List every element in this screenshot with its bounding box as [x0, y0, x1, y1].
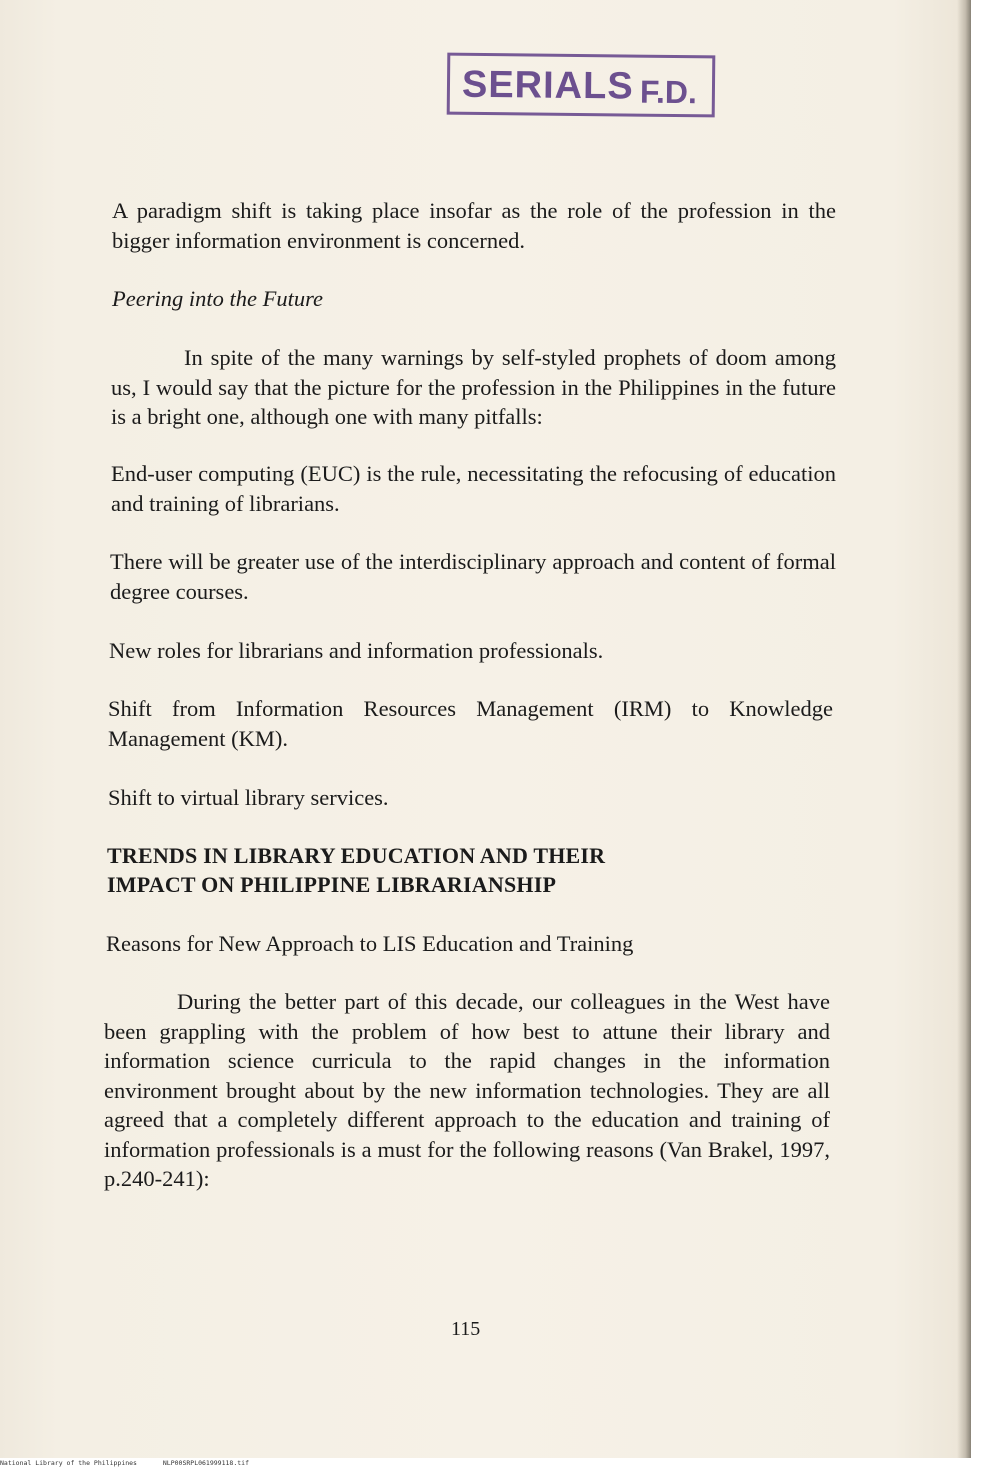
section-heading-line2: IMPACT ON PHILIPPINE LIBRARIANSHIP [107, 872, 557, 897]
section-heading [107, 841, 832, 899]
paragraph-virtual-library: Shift to virtual library services. [108, 785, 389, 810]
paragraph-paradigm-shift: A paradigm shift is taking place insofar as the role of the profession in the bigger information environment is concerned. [112, 198, 836, 253]
footer-source: National Library of the Philippines [0, 1459, 137, 1467]
paragraph-new-roles: New roles for librarians and information professionals. [109, 638, 604, 663]
stamp-left-text: SERIALS [461, 63, 634, 108]
paragraph-warnings: In spite of the many warnings by self-styled prophets of doom among us, I would say that the picture for the profession in the Philippines in the future is a bright one, although one with many pitfalls: [111, 345, 836, 429]
paragraph-interdisciplinary: There will be greater use of the interdisciplinary approach and content of formal degree courses. [110, 549, 836, 604]
subheading-reasons: Reasons for New Approach to LIS Education and Training [106, 931, 634, 956]
footer-file: NLP00SRPL061999118.tif [162, 1459, 249, 1467]
serials-stamp [447, 53, 716, 118]
paragraph-end-user-computing: End-user computing (EUC) is the rule, necessitating the refocusing of education and training of librarians. [111, 461, 836, 516]
stamp-right-text: F.D. [639, 73, 698, 111]
paragraph-colleagues-west: During the better part of this decade, our colleagues in the West have been grappling with the problem of how best to attune their library and information science curricula to the rapid changes in the information environment brought about by the new information technologies. They are all agreed that a completely different approach to the education and training of information professionals is a must for the following reasons (Van Brakel, 1997, p.240-241): [104, 989, 830, 1191]
page-number: 115 [451, 1318, 481, 1340]
subheading-peering-future: Peering into the Future [112, 286, 323, 311]
page-edge-shadow [957, 0, 971, 1458]
scan-footer [0, 1459, 983, 1468]
paragraph-irm-to-km: Shift from Information Resources Management (IRM) to Knowledge Management (KM). [108, 696, 833, 751]
section-heading-line1: TRENDS IN LIBRARY EDUCATION AND THEIR [107, 843, 606, 868]
